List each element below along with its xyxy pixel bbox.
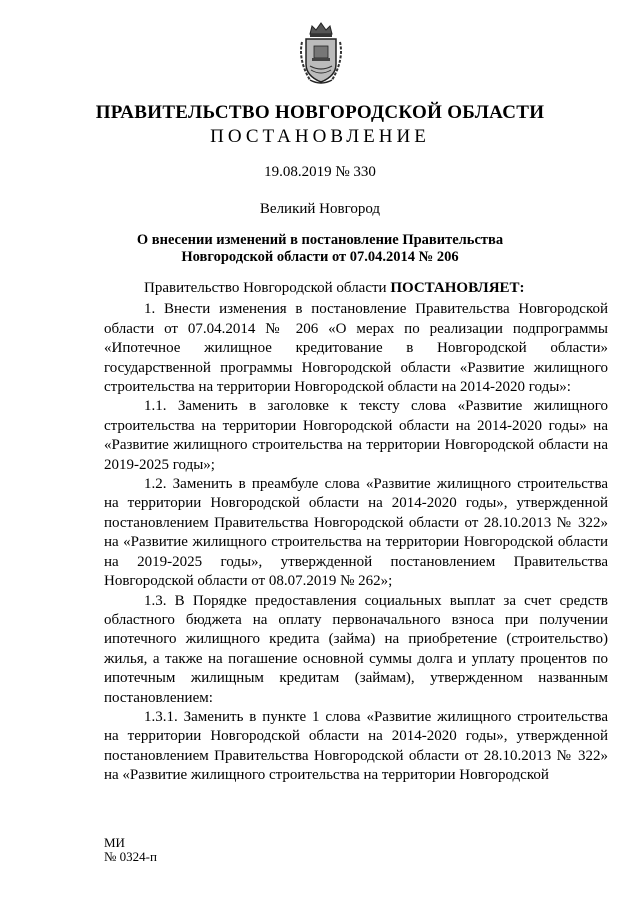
footer-initials: МИ (104, 835, 125, 850)
paragraph-1: 1. Внести изменения в постановление Правительства Новгородской области от 07.04.2014 № 206 «О мерах по реализации подпрограммы «Ипотечное жилищное кредитование в Новгородской области» государственной программы Новгородской области «Развитие жилищного строительства на территории Новгородской области на 2014-2020 годы»: (104, 301, 608, 396)
paragraph-1-3-1: 1.3.1. Заменить в пункте 1 слова «Развитие жилищного строительства на территории Новгородской области на 2014-2020 годы», утвержденной постановлением Правительства Новгородской области от 28.10.2013 № 322» на «Развитие жилищного строительства на территории Новгородской (104, 708, 608, 784)
document-title (0, 232, 640, 266)
paragraph-1-3: 1.3. В Порядке предоставления социальных выплат за счет средств областного бюджета на оплату первоначального взноса при получении ипотечного жилищного кредита (займа) на приобретение (строительство) жилья, а также на погашение основной суммы долга и уплату процентов по ипотечным жилищным кредитам (займам), утвержденном названным постановлением: (104, 592, 608, 706)
resolution-lead (104, 279, 608, 298)
lead-text: Правительство Новгородской области (144, 280, 391, 296)
title-line-2: Новгородской области от 07.04.2014 № 206 (181, 249, 459, 265)
lead-bold: ПОСТАНОВЛЯЕТ: (390, 280, 525, 296)
government-name: ПРАВИТЕЛЬСТВО НОВГОРОДСКОЙ ОБЛАСТИ (95, 102, 545, 123)
paragraph-1-2: 1.2. Заменить в преамбуле слова «Развитие жилищного строительства на территории Новгородской области на 2014-2020 годы», утвержденной постановлением Правительства Новгородской области от 28.10.2013 № 322» на «Развитие жилищного строительства на территории Новгородской области на 2019-2025 годы», утвержденной постановлением Правительства Новгородской области от 08.07.2019 № 262»; (104, 476, 608, 590)
footer-number: № 0324-п (104, 849, 157, 864)
paragraph-1-1: 1.1. Заменить в заголовке к тексту слова «Развитие жилищного строительства на территории Новгородской области на 2014-2020 годы» на «Развитие жилищного строительства на территории Новгородской области на 2019-2025 годы»; (104, 398, 608, 473)
document-body (104, 279, 608, 786)
date-number: 19.08.2019 № 330 (264, 164, 376, 180)
footer-code (104, 836, 157, 864)
title-line-1: О внесении изменений в постановление Правительства (136, 232, 504, 248)
coat-of-arms-icon (296, 20, 346, 88)
document-type: ПОСТАНОВЛЕНИЕ (210, 126, 430, 147)
city: Великий Новгород (259, 201, 381, 217)
